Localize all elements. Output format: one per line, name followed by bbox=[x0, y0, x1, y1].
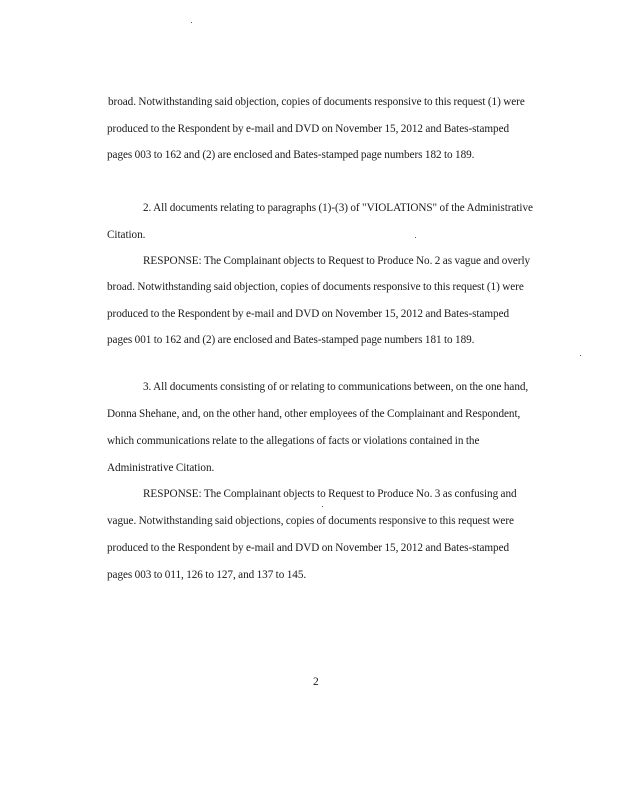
paragraph-1-line-1: broad. Notwithstanding said objection, copies of documents responsive to this request (1) were bbox=[108, 96, 525, 108]
response-3-line-2: vague. Notwithstanding said objections, copies of documents responsive to this request were bbox=[107, 515, 514, 527]
response-2-line-4: pages 001 to 162 and (2) are enclosed and Bates-stamped page numbers 181 to 189. bbox=[107, 334, 475, 346]
scan-speck bbox=[322, 506, 323, 507]
request-3-line-3: which communications relate to the allegations of facts or violations contained in the bbox=[107, 435, 480, 447]
response-2-line-2: broad. Notwithstanding said objection, copies of documents responsive to this request (1) were bbox=[107, 281, 524, 293]
page-number: 2 bbox=[313, 676, 319, 688]
response-2-line-3: produced to the Respondent by e-mail and DVD on November 15, 2012 and Bates-stamped bbox=[107, 308, 510, 320]
scan-speck bbox=[580, 355, 581, 356]
paragraph-1-line-3: pages 003 to 162 and (2) are enclosed and Bates-stamped page numbers 182 to 189. bbox=[107, 149, 475, 161]
request-3-line-2: Donna Shehane, and, on the other hand, other employees of the Complainant and Respondent, bbox=[107, 408, 521, 420]
response-3-line-1: RESPONSE: The Complainant objects to Request to Produce No. 3 as confusing and bbox=[143, 488, 517, 500]
response-2-line-1: RESPONSE: The Complainant objects to Request to Produce No. 2 as vague and overly bbox=[143, 255, 531, 267]
scan-speck bbox=[191, 22, 192, 23]
request-3-line-1: 3. All documents consisting of or relating to communications between, on the one hand, bbox=[143, 381, 529, 393]
response-3-line-4: pages 003 to 011, 126 to 127, and 137 to 145. bbox=[107, 569, 307, 581]
request-3-line-4: Administrative Citation. bbox=[107, 462, 215, 474]
request-2-line-2: Citation. bbox=[107, 229, 146, 241]
request-2-line-1: 2. All documents relating to paragraphs (1)-(3) of "VIOLATIONS" of the Administrative bbox=[143, 202, 533, 214]
response-3-line-3: produced to the Respondent by e-mail and DVD on November 15, 2012 and Bates-stamped bbox=[107, 542, 510, 554]
paragraph-1-line-2: produced to the Respondent by e-mail and DVD on November 15, 2012 and Bates-stamped bbox=[107, 123, 510, 135]
scan-speck bbox=[415, 237, 416, 238]
